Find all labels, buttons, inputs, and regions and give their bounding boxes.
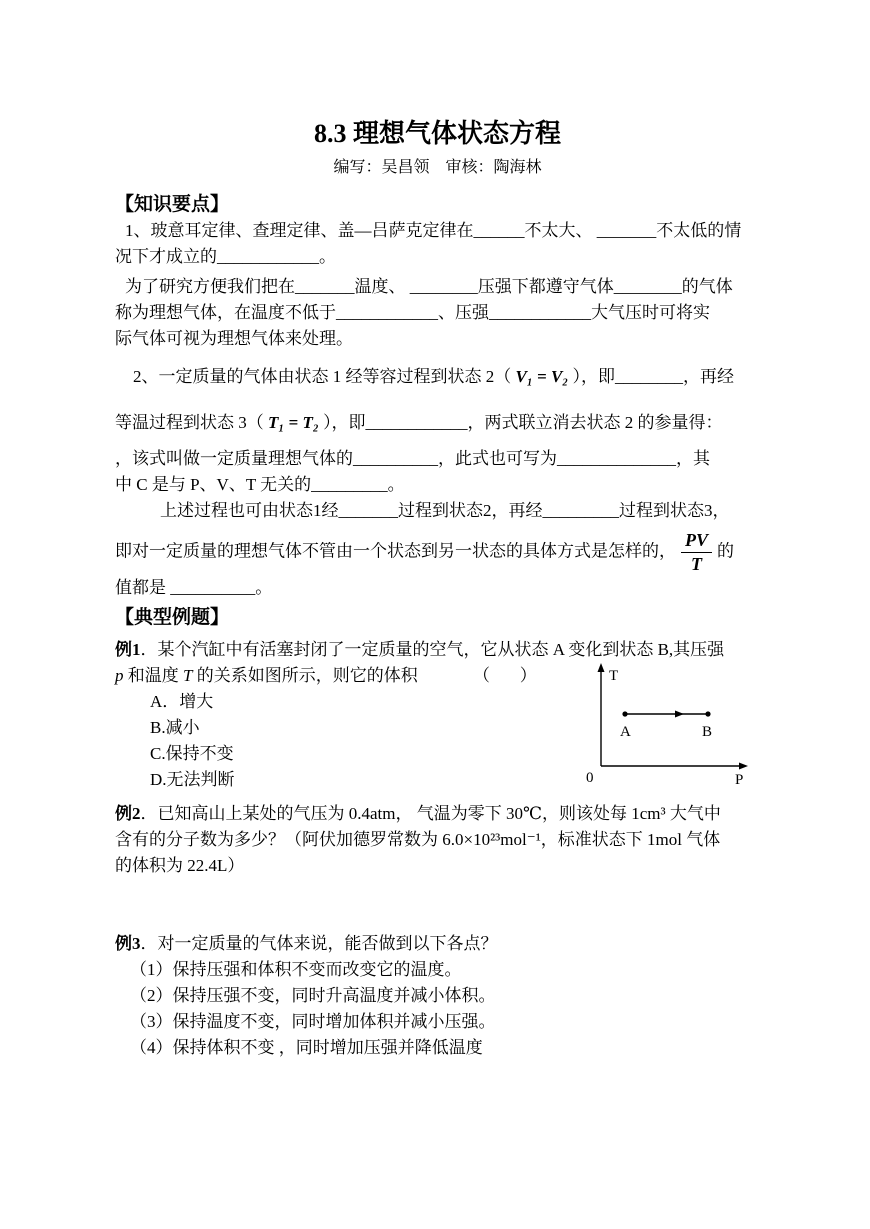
p6-line1-text-after: 的	[717, 541, 735, 561]
knowledge-p1-line1: 1、玻意耳定律、查理定律、盖—吕萨克定律在______不太大、 _______不太低的情	[125, 221, 742, 240]
p3-line2-text-after: ），即____________，两式联立消去状态 2 的参量得：	[318, 413, 723, 432]
point-b-label: B	[702, 724, 713, 740]
p3-line1-text: 2、一定质量的气体由状态 1 经等容过程到状态 2（	[133, 367, 516, 386]
example3-item-3: （3）保持温度不变，同时增加体积并减小压强。	[130, 1012, 496, 1031]
t-axis-label: T	[609, 668, 619, 684]
knowledge-p3-line2	[115, 410, 760, 436]
example3-label: 例3	[115, 934, 141, 953]
example1-stem-text: ．某个汽缸中有活塞封闭了一定质量的空气，它从状态 A 变化到状态 B,其压强	[140, 640, 725, 659]
point-a-dot	[622, 711, 627, 716]
formula-t1-equals-t2: T₁ = T₂	[268, 413, 319, 432]
knowledge-p5-line1: 上述过程也可由状态1经_______过程到状态2，再经_________过程到状态3，	[160, 501, 730, 520]
formula-pv-over-t	[681, 530, 712, 575]
knowledge-p2-line3: 际气体可视为理想气体来处理。	[115, 329, 353, 348]
example3-item-2: （2）保持压强不变，同时升高温度并减小体积。	[130, 986, 496, 1005]
section-heading-examples: 【典型例题】	[115, 607, 230, 628]
example2-text-line1: ．已知高山上某处的气压为 0.4atm， 气温为零下 30℃，则该处每 1cm³ 大气中	[140, 804, 721, 823]
example3-item-1: （1）保持压强和体积不变而改变它的温度。	[130, 960, 462, 979]
fraction-denominator: T	[691, 554, 702, 574]
knowledge-p2-line1: 为了研究方便我们把在_______温度、 ________压强下都遵守气体________的气体	[125, 277, 733, 296]
p6-line1-text: 即对一定质量的理想气体不管由一个状态到另一状态的具体方式是怎样的，	[115, 541, 676, 561]
example1-stem-mid: 和温度	[123, 666, 183, 685]
example1-stem-after: 的关系如图所示，则它的体积 （ ）	[192, 666, 537, 685]
knowledge-p6-line1	[115, 530, 760, 575]
direction-arrowhead	[675, 711, 684, 718]
knowledge-p4-line2: 中 C 是与 P、V、T 无关的_________。	[115, 475, 405, 494]
example2-line3: 的体积为 22.4L）	[115, 856, 245, 875]
example1-label: 例1	[115, 640, 141, 659]
t-axis-arrowhead	[598, 663, 605, 672]
example1-option-d: D.无法判断	[150, 770, 235, 789]
symbol-t-italic: T	[183, 666, 193, 685]
symbol-p-italic: p	[115, 666, 124, 685]
knowledge-p1-line2: 况下才成立的____________。	[115, 247, 336, 266]
pt-graph	[585, 660, 775, 790]
fraction-numerator: PV	[681, 530, 712, 553]
knowledge-p4-line1: ，该式叫做一定质量理想气体的__________，此式也可写为______________，其	[115, 449, 710, 468]
example3-stem	[115, 931, 760, 957]
point-b-dot	[705, 711, 710, 716]
origin-label: 0	[586, 770, 594, 786]
example2-label: 例2	[115, 804, 141, 823]
knowledge-p2-line2: 称为理想气体，在温度不低于____________、压强____________大气压时可将实	[115, 303, 710, 322]
knowledge-p3-line1	[115, 364, 760, 390]
p3-line1-text-after: ），即________，再经	[568, 367, 734, 386]
byline: 编写：吴昌领 审核：陶海林	[333, 159, 542, 176]
example3-stem-text: ．对一定质量的气体来说，能否做到以下各点？	[140, 934, 498, 953]
page-title: 8.3 理想气体状态方程	[313, 119, 561, 148]
example3-item-4: （4）保持体积不变 ，同时增加压强并降低温度	[130, 1038, 483, 1057]
example1-option-b: B.减小	[150, 718, 200, 737]
p-axis-arrowhead	[739, 763, 748, 770]
example1-option-c: C.保持不变	[150, 744, 234, 763]
knowledge-p6-line2: 值都是 __________。	[115, 578, 273, 597]
example2-line2: 含有的分子数为多少？（阿伏加德罗常数为 6.0×10²³mol⁻¹，标准状态下 1mol 气体	[115, 830, 721, 849]
formula-v1-equals-v2: V₁ = V₂	[515, 367, 569, 386]
section-heading-knowledge: 【知识要点】	[115, 194, 230, 215]
point-a-label: A	[620, 724, 631, 740]
example1-option-a: A．增大	[150, 692, 214, 711]
example2-line1	[115, 801, 760, 827]
p-axis-label: P	[735, 772, 744, 788]
p3-line2-text: 等温过程到状态 3（	[115, 413, 268, 432]
